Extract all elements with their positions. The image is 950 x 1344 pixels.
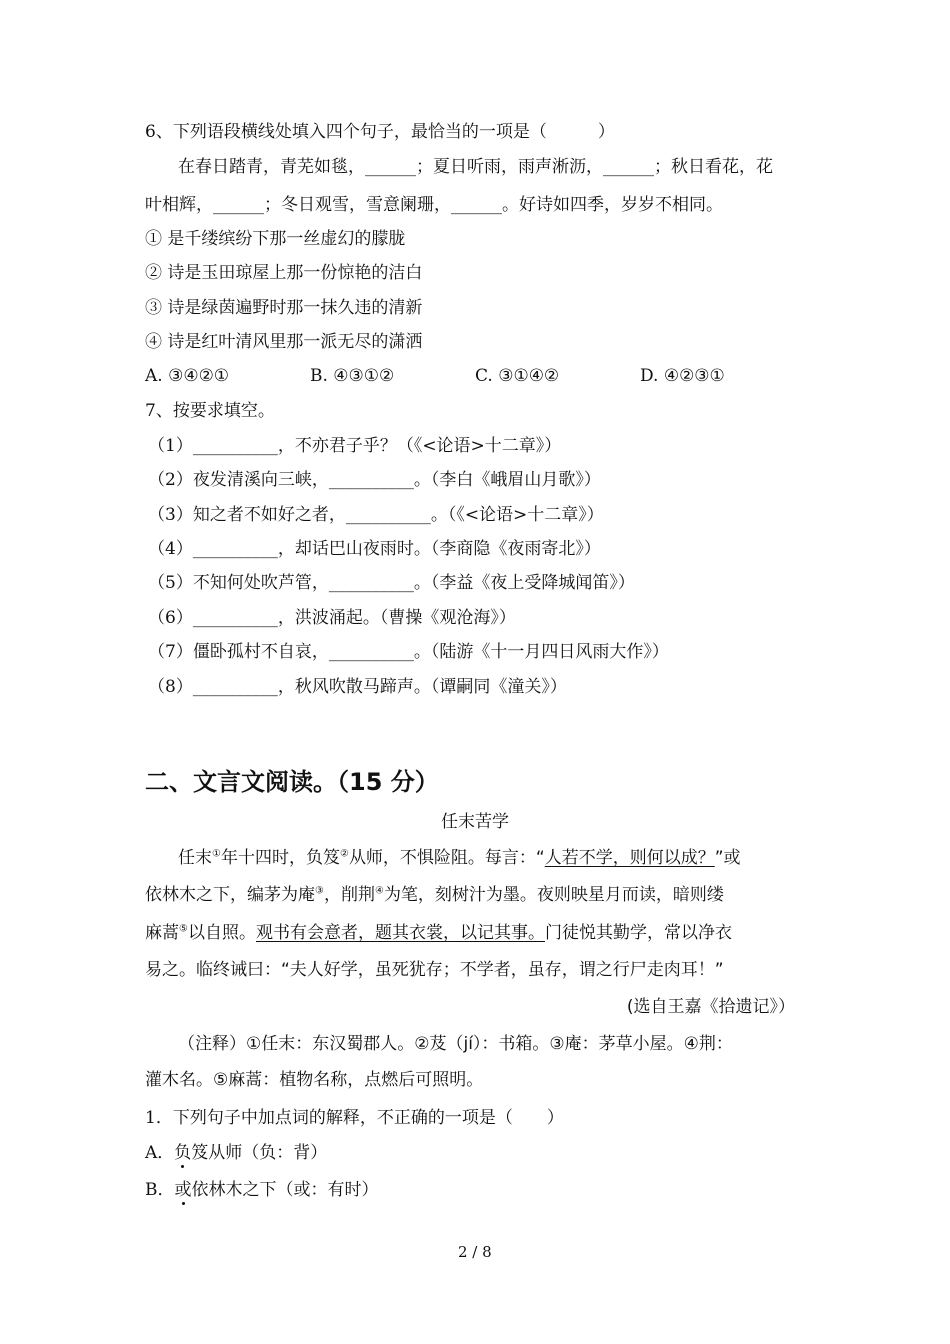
passage-text: 年十四时，负笈 bbox=[220, 848, 340, 868]
passage-title: 任末苦学 bbox=[441, 812, 509, 832]
q6-item-1: ① 是千缕缤纷下那一丝虚幻的朦胧 bbox=[145, 229, 406, 249]
passage-text: 依林木之下，编茅为庵 bbox=[145, 885, 315, 905]
option-text: 依林木之下（或：有时） bbox=[191, 1180, 379, 1200]
q7-item-7: （7）僵卧孤村不自哀，__________。（陆游《十一月四日风雨大作》） bbox=[148, 642, 669, 662]
q7-item-8: （8）__________，秋风吹散马蹄声。（谭嗣同《潼关》） bbox=[148, 677, 567, 697]
q7-item-4: （4）__________，却话巴山夜雨时。（李商隐《夜雨寄北》） bbox=[148, 539, 601, 559]
passage-text: 以自照。 bbox=[187, 923, 256, 943]
notes-line-2: 灌木名。⑤麻蒿：植物名称，点燃后可照明。 bbox=[145, 1070, 484, 1090]
q1-option-a bbox=[145, 1143, 327, 1163]
option-label: B． bbox=[145, 1180, 175, 1200]
q7-item-3: （3）知之者不如好之者，__________。（《<论语>十二章》） bbox=[148, 505, 604, 525]
underlined-sentence-1: 人若不学，则何以成？ bbox=[544, 848, 715, 868]
note-ref-3: ③ bbox=[315, 885, 324, 897]
passage-source: (选自王嘉《拾遗记》） bbox=[626, 997, 795, 1017]
q7-stem: 7、按要求填空。 bbox=[145, 401, 275, 421]
option-label: A． bbox=[145, 1143, 175, 1163]
q6-passage-line-2: 叶相辉，______；冬日观雪，雪意阑珊，______。好诗如四季，岁岁不相同。 bbox=[145, 195, 723, 215]
passage-text: ”或 bbox=[714, 848, 741, 868]
q6-item-3: ③ 诗是绿茵遍野时那一抹久违的清新 bbox=[145, 298, 423, 318]
passage-line-2 bbox=[145, 885, 724, 905]
note-ref-4: ④ bbox=[374, 885, 384, 897]
q6-option-b: B. ④③①② bbox=[310, 366, 395, 386]
q6-item-4: ④ 诗是红叶清风里那一派无尽的潇洒 bbox=[145, 332, 423, 352]
q7-item-6: （6）__________，洪波涌起。（曹操《观沧海》） bbox=[148, 608, 516, 628]
q6-option-d: D. ④②③① bbox=[640, 366, 725, 386]
q6-stem: 6、下列语段横线处填入四个句子，最恰当的一项是（ ） bbox=[145, 122, 615, 142]
option-text: 笈从师（负：背） bbox=[191, 1143, 328, 1163]
note-ref-5: ⑤ bbox=[179, 923, 188, 935]
q6-item-2: ② 诗是玉田琼屋上那一份惊艳的洁白 bbox=[145, 263, 423, 283]
underlined-sentence-2: 观书有会意者，题其衣裳，以记其事。 bbox=[255, 923, 545, 943]
q6-passage-line-1: 在春日踏青，青芜如毯，______；夏日听雨，雨声淅沥，______；秋日看花，花 bbox=[178, 157, 773, 177]
q1-stem: 1．下列句子中加点词的解释，不正确的一项是（ ） bbox=[145, 1108, 564, 1128]
passage-text: 麻蒿 bbox=[145, 923, 179, 943]
page-number: 2 / 8 bbox=[458, 1243, 492, 1261]
q1-option-b bbox=[145, 1180, 379, 1200]
q7-item-1: （1）__________，不亦君子乎？（《<论语>十二章》） bbox=[148, 436, 562, 456]
section-heading: 二、文言文阅读。（15 分） bbox=[145, 768, 439, 796]
passage-text: 任末 bbox=[178, 848, 212, 868]
passage-line-3 bbox=[145, 923, 732, 943]
q6-option-c: C. ③①④② bbox=[475, 366, 560, 386]
passage-text: 为笔，刻树汁为墨。夜则映星月而读，暗则缕 bbox=[383, 885, 724, 905]
notes-line-1: （注释）①任末：东汉蜀郡人。②芨（jí）：书箱。③庵：茅草小屋。④荆： bbox=[178, 1034, 733, 1054]
passage-text: ，削荆 bbox=[323, 885, 375, 905]
q7-item-2: （2）夜发清溪向三峡，__________。（李白《峨眉山月歌》） bbox=[148, 470, 601, 490]
passage-line-4: 易之。临终诫曰：“夫人好学，虽死犹存；不学者，虽存，谓之行尸走肉耳！” bbox=[145, 960, 724, 980]
q6-option-a: A. ③④②① bbox=[145, 366, 230, 386]
dotted-word: 负 bbox=[174, 1143, 192, 1163]
q7-item-5: （5）不知何处吹芦管，__________。（李益《夜上受降城闻笛》） bbox=[148, 573, 635, 593]
passage-text: 从师，不惧险阻。每言：“ bbox=[348, 848, 545, 868]
note-ref-2: ② bbox=[339, 848, 349, 860]
dotted-word: 或 bbox=[174, 1180, 192, 1200]
passage-line-1 bbox=[178, 848, 741, 868]
passage-text: 门徒悦其勤学，常以净衣 bbox=[544, 923, 732, 943]
note-ref-1: ① bbox=[212, 848, 221, 860]
